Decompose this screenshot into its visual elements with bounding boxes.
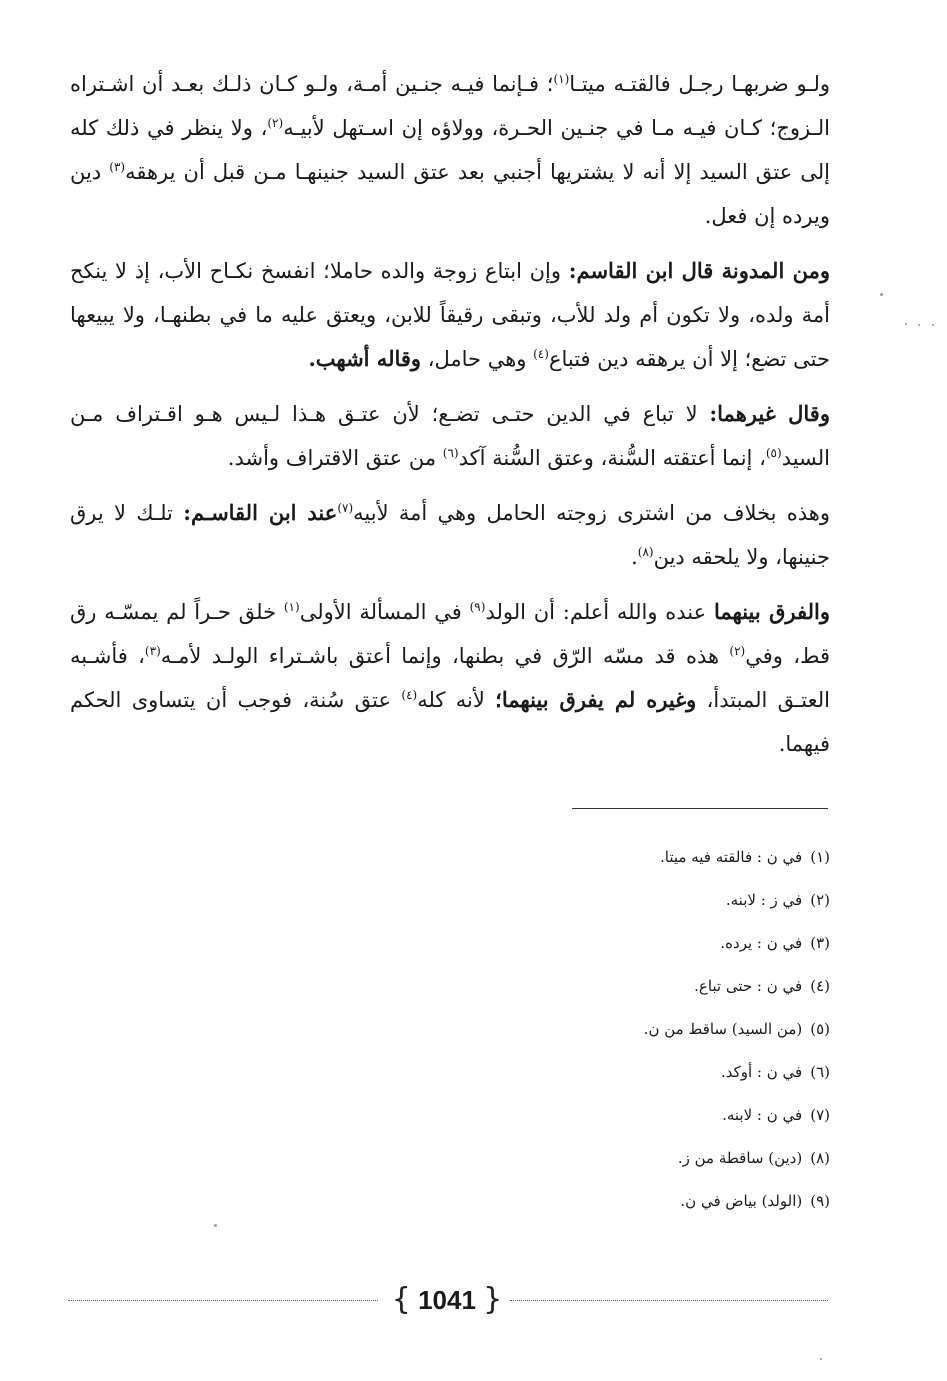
footnote-number: (٤): [810, 977, 830, 995]
footnote-separator: [572, 808, 828, 809]
text-run: ولـو ضربهـا رجـل فالقتـه ميتـا: [569, 72, 831, 96]
text-run: وإن ابتاع زوجة والده حاملا؛ انفسخ نكـاح الأب، إذ لا ينكح أمة ولده، ولا تكون أم ولد للأب، وتبقى رقيقاً للابن، ويعتق عليه ما في بطنهـا، ولا يبيعها حتى تضع؛ إلا أن يرهقه دين فتباع: [70, 259, 830, 371]
text-run: ، إنما أعتقته السُّنة، وعتق السُّنة آكد: [458, 446, 766, 470]
footnote-number: (٦): [810, 1063, 830, 1081]
left-brace-ornament: {: [391, 1282, 411, 1317]
scan-speck: [820, 1358, 822, 1360]
scan-speck: [880, 293, 883, 296]
footnote-reference: (١): [283, 600, 300, 614]
paragraph: [70, 392, 830, 480]
text-run: ، ولا ينظر في ذلك كله إلى عتق السيد إلا أنه لا يشتريها أجنبي بعد عتق السيد جنينهـا مـن قبل أن يرهقه: [70, 116, 830, 184]
footnote-text: في ز : لابنه.: [725, 891, 803, 909]
main-text: [70, 62, 830, 777]
text-run: ؛ فـإنما فيـه جنـين أمـة، ولـو كـان ذلـك بعـد أن اشـتراه الـزوج؛ كـان فيـه مـا في جنـين الحـرة، وولاؤه إن اسـتهل لأبيـه: [70, 72, 830, 140]
footnote-number: (٥): [810, 1020, 830, 1038]
page-footer: [68, 1278, 828, 1322]
footnote-reference: (٣): [144, 644, 161, 658]
footnote-item: [300, 922, 830, 965]
footnote-item: [300, 879, 830, 922]
footnote-reference: (٩): [469, 600, 486, 614]
footnote-item: [300, 1094, 830, 1137]
footnote-item: [300, 1180, 830, 1223]
footnote-text: في ن : لابنه.: [722, 1106, 803, 1124]
footer-rule-left: [68, 1300, 378, 1301]
text-run: هذه قد مسّه الرّق في بطنها، وإنما أعتق باشـتراء الولـد لأمـه: [160, 644, 730, 668]
footnote-item: [300, 1008, 830, 1051]
page-number-box: [383, 1278, 511, 1322]
text-run: خلق حـراً لم يمسّـه رق قط، وفي: [70, 600, 831, 668]
footnote-text: في ن : فالقته فيه ميتا.: [660, 848, 803, 866]
scan-speck: [214, 1224, 217, 1227]
bold-text-run: وقاله أشهب.: [308, 346, 422, 371]
footnote-reference: (٤): [401, 688, 418, 702]
footnote-reference: (٣): [109, 160, 126, 174]
footnote-reference: (١): [553, 72, 570, 86]
text-run: وهي حامل،: [421, 347, 534, 371]
bold-text-run: ومن المدونة قال ابن القاسم:: [568, 258, 830, 283]
footnote-reference: (٢): [729, 644, 746, 658]
footnote-reference: (٦): [442, 446, 459, 460]
text-run: دين ويرده إن فعل.: [70, 160, 830, 228]
scan-speck: [918, 324, 920, 326]
footnote-number: (٣): [810, 934, 830, 952]
footnote-text: في ن : يرده.: [720, 934, 803, 952]
text-run: في المسألة الأولى: [299, 600, 470, 624]
bold-text-run: والفرق بينهما: [713, 599, 831, 624]
paragraph: [70, 249, 830, 381]
footnote-reference: (٤): [533, 347, 549, 361]
footnote-item: [300, 836, 830, 879]
paragraph: [70, 491, 830, 579]
bold-text-run: عند ابن القاسـم:: [183, 500, 338, 525]
footnote-reference: (٧): [337, 501, 354, 515]
footnote-item: [300, 1051, 830, 1094]
footnote-reference: (٨): [637, 545, 654, 559]
page-number: 1041: [418, 1285, 476, 1315]
footnote-number: (٨): [810, 1149, 830, 1167]
footnote-reference: (٢): [267, 116, 284, 130]
bold-text-run: وغيره لم يفرق بينهما؛: [495, 687, 697, 712]
text-run: عنده والله أعلم: أن الولد: [485, 600, 714, 624]
footnote-item: [300, 965, 830, 1008]
paragraph: [70, 62, 830, 238]
footnote-number: (٩): [810, 1192, 830, 1210]
text-run: وهذه بخلاف من اشترى زوجته الحامل وهي أمة لأبيه: [353, 501, 831, 525]
right-brace-ornament: }: [483, 1282, 503, 1317]
footnote-number: (٢): [810, 891, 830, 909]
footnote-text: (الولد) بياض في ن.: [680, 1192, 803, 1210]
text-run: لا تباع في الدين حتـى تضـع؛ لأن عتـق هـذا لـيس هـو اقـتراف مـن السيد: [70, 402, 830, 470]
footnote-text: في ن : حتى تباع.: [694, 977, 803, 995]
text-run: تلـك لا يرق جنينها، ولا يلحقه دين: [70, 501, 830, 569]
footnote-text: في ن : أوكد.: [720, 1063, 803, 1081]
bold-text-run: وقال غيرهما:: [709, 401, 830, 426]
footnote-text: (دين) ساقطة من ز.: [677, 1149, 803, 1167]
footnote-reference: (٥): [765, 446, 782, 460]
text-run: لأنه كله: [417, 688, 496, 712]
text-run: .: [631, 545, 638, 569]
paragraph: [70, 590, 830, 766]
footnote-item: [300, 1137, 830, 1180]
footnote-text: (من السيد) ساقط من ن.: [643, 1020, 803, 1038]
footnotes-list: [300, 836, 830, 1223]
text-run: عتق سُنة، فوجب أن يتساوى الحكم فيهما.: [70, 688, 830, 756]
footnote-number: (١): [810, 848, 830, 866]
footnote-number: (٧): [810, 1106, 830, 1124]
scan-speck: [932, 324, 934, 326]
text-run: ، فأشـبه العتـق المبتدأ،: [70, 644, 831, 712]
footer-rule-right: [510, 1300, 828, 1301]
scan-speck: [905, 323, 907, 325]
text-run: من عتق الاقتراف وأشد.: [227, 446, 443, 470]
